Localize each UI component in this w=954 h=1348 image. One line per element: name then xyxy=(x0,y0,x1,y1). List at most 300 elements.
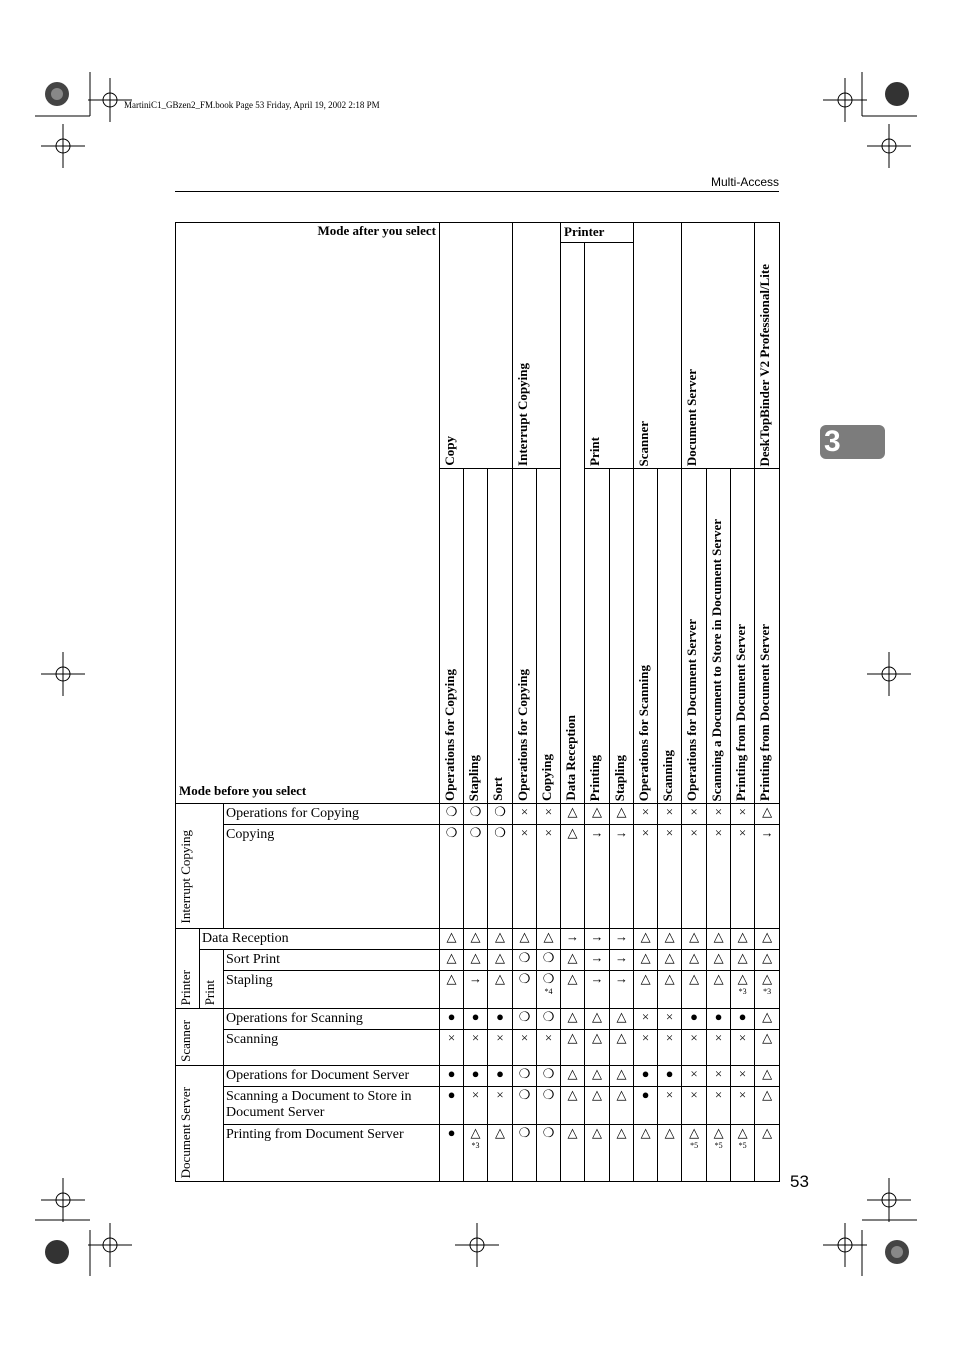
symbol-cell xyxy=(585,1009,610,1030)
footnote-ref: *3 xyxy=(471,1141,480,1150)
symbol-cell xyxy=(755,804,780,825)
symbol: ● xyxy=(714,1009,723,1024)
symbol: △ xyxy=(616,1087,627,1102)
symbol: → xyxy=(615,950,629,965)
symbol-cell xyxy=(513,1066,537,1087)
symbol-cell xyxy=(610,1125,634,1182)
symbol-cell xyxy=(755,1009,780,1030)
symbol-cell xyxy=(610,971,634,1009)
col-docserver-operations: Operations for Document Server xyxy=(682,469,707,804)
symbol-cell xyxy=(488,1087,513,1125)
symbol-cell xyxy=(682,804,707,825)
col-printing: Printing xyxy=(585,469,610,804)
symbol: × xyxy=(738,1030,747,1045)
footnote-ref: *5 xyxy=(690,1141,699,1150)
symbol-cell xyxy=(464,1087,488,1125)
symbol: △ xyxy=(616,1009,627,1024)
symbol-cell xyxy=(610,1087,634,1125)
symbol-cell xyxy=(513,950,537,971)
symbol-cell xyxy=(561,804,585,825)
header-rule xyxy=(175,191,779,192)
symbol: × xyxy=(641,804,650,819)
symbol-cell xyxy=(440,1030,464,1066)
symbol: × xyxy=(544,1030,553,1045)
symbol: × xyxy=(714,825,723,840)
symbol: △ xyxy=(689,950,700,965)
symbol: △ xyxy=(616,1030,627,1045)
symbol-cell xyxy=(513,929,537,950)
symbol-cell xyxy=(682,1030,707,1066)
symbol-cell xyxy=(610,950,634,971)
symbol-cell xyxy=(537,825,561,929)
symbol: × xyxy=(738,804,747,819)
table-row xyxy=(176,950,780,971)
symbol-cell xyxy=(488,929,513,950)
corner-top-label: Mode after you select xyxy=(317,223,437,238)
table-row xyxy=(176,804,780,825)
symbol-cell xyxy=(464,1125,488,1182)
symbol-cell xyxy=(658,1009,682,1030)
symbol: × xyxy=(520,1030,529,1045)
table-row xyxy=(176,1009,780,1030)
symbol-cell xyxy=(731,1009,755,1030)
symbol: △ xyxy=(762,929,773,944)
symbol: ● xyxy=(447,1009,456,1024)
symbol: ❍ xyxy=(518,971,531,986)
col-scanning: Scanning xyxy=(658,469,682,804)
symbol: △ xyxy=(592,1125,603,1140)
symbol-cell xyxy=(537,1087,561,1125)
symbol-cell xyxy=(755,825,780,929)
symbol: ● xyxy=(496,1009,504,1024)
symbol: → xyxy=(469,971,483,986)
symbol-cell xyxy=(731,1030,755,1066)
symbol-cell xyxy=(658,1030,682,1066)
symbol-cell xyxy=(610,825,634,929)
symbol-cell xyxy=(585,804,610,825)
symbol: ● xyxy=(447,1087,456,1102)
symbol: △ xyxy=(737,929,748,944)
symbol: △ xyxy=(495,950,506,965)
symbol: ❍ xyxy=(518,1066,531,1081)
symbol-cell xyxy=(610,1030,634,1066)
symbol-cell xyxy=(561,1125,585,1182)
symbol-cell xyxy=(682,971,707,1009)
symbol-cell xyxy=(731,825,755,929)
symbol-cell xyxy=(488,1066,513,1087)
symbol-cell xyxy=(440,929,464,950)
symbol-cell xyxy=(537,950,561,971)
symbol-cell xyxy=(682,950,707,971)
symbol: ❍ xyxy=(518,1087,531,1102)
row-label: Sort Print xyxy=(224,950,440,971)
symbol-cell xyxy=(464,929,488,950)
symbol-cell xyxy=(585,825,610,929)
symbol: △ xyxy=(762,804,773,819)
symbol-cell xyxy=(682,929,707,950)
row-label: Operations for Document Server xyxy=(224,1066,440,1087)
symbol: × xyxy=(665,1030,674,1045)
symbol: △ xyxy=(495,971,506,986)
symbol-cell xyxy=(658,929,682,950)
group-copy: Copy xyxy=(440,223,513,469)
page-number: 53 xyxy=(790,1172,809,1191)
row-label: Operations for Scanning xyxy=(224,1009,440,1030)
symbol: △ xyxy=(737,971,748,986)
row-label: Data Reception xyxy=(200,929,440,950)
symbol: △ xyxy=(567,1125,578,1140)
row-label: Printing from Document Server xyxy=(224,1125,440,1182)
symbol: ● xyxy=(496,1066,504,1081)
symbol-cell xyxy=(658,1125,682,1182)
symbol-cell xyxy=(561,971,585,1009)
table-row xyxy=(176,971,780,1009)
symbol: × xyxy=(471,1087,480,1102)
symbol-cell xyxy=(440,1125,464,1182)
symbol-cell xyxy=(537,804,561,825)
symbol: △ xyxy=(592,1087,603,1102)
symbol: △ xyxy=(689,929,700,944)
symbol-cell xyxy=(658,1066,682,1087)
symbol-cell xyxy=(634,971,658,1009)
symbol: ❍ xyxy=(542,1009,555,1024)
row-label: Copying xyxy=(224,825,440,929)
symbol-cell xyxy=(658,825,682,929)
col-print-stapling: Stapling xyxy=(610,469,634,804)
symbol: ❍ xyxy=(445,825,458,840)
symbol: × xyxy=(714,1030,723,1045)
symbol: ❍ xyxy=(469,825,482,840)
rowgroup-document-server: Document Server xyxy=(176,1066,224,1182)
symbol: △ xyxy=(762,1087,773,1102)
symbol: × xyxy=(690,825,698,840)
col-docserver-scan-store: Scanning a Document to Store in Document Server xyxy=(707,469,731,804)
symbol-cell xyxy=(707,1030,731,1066)
symbol: × xyxy=(520,804,529,819)
symbol: → xyxy=(615,825,629,840)
footnote-ref: *5 xyxy=(714,1141,723,1150)
symbol-cell xyxy=(731,1125,755,1182)
symbol-cell xyxy=(561,950,585,971)
symbol-cell xyxy=(658,950,682,971)
rowgroup-interrupt-copying: Interrupt Copying xyxy=(176,804,224,929)
symbol-cell xyxy=(488,950,513,971)
symbol-cell xyxy=(634,1066,658,1087)
symbol-cell xyxy=(755,1066,780,1087)
symbol: ❍ xyxy=(494,804,506,819)
symbol-cell xyxy=(755,929,780,950)
table-row xyxy=(176,1030,780,1066)
symbol-cell xyxy=(707,825,731,929)
symbol: ❍ xyxy=(445,804,458,819)
symbol: △ xyxy=(592,1009,603,1024)
symbol-cell xyxy=(488,804,513,825)
symbol-cell xyxy=(513,1030,537,1066)
symbol-cell xyxy=(561,1030,585,1066)
book-info: MartiniC1_GBzen2_FM.book Page 53 Friday, April 19, 2002 2:18 PM xyxy=(124,100,380,110)
symbol-cell xyxy=(634,1125,658,1182)
symbol: ❍ xyxy=(542,1125,555,1140)
symbol: ❍ xyxy=(542,1066,555,1081)
group-document-server: Document Server xyxy=(682,223,755,469)
symbol: ❍ xyxy=(518,1125,531,1140)
symbol-cell xyxy=(585,971,610,1009)
footnote-ref: *3 xyxy=(763,987,772,996)
symbol: △ xyxy=(762,1030,773,1045)
symbol-cell xyxy=(464,825,488,929)
symbol-cell xyxy=(440,804,464,825)
symbol: × xyxy=(738,1087,747,1102)
symbol-cell xyxy=(682,1009,707,1030)
symbol-cell xyxy=(440,971,464,1009)
symbol: × xyxy=(520,825,529,840)
symbol: → xyxy=(590,950,604,965)
group-interrupt-copying: Interrupt Copying xyxy=(513,223,561,469)
symbol-cell xyxy=(610,929,634,950)
corner-bottom-label: Mode before you select xyxy=(179,783,307,798)
symbol-cell xyxy=(731,929,755,950)
symbol: △ xyxy=(713,1125,724,1140)
rowgroup-scanner: Scanner xyxy=(176,1009,224,1066)
symbol: × xyxy=(690,804,698,819)
symbol: △ xyxy=(689,971,700,986)
symbol: △ xyxy=(567,1009,578,1024)
symbol-cell xyxy=(537,1009,561,1030)
table-corner xyxy=(176,223,440,804)
symbol: △ xyxy=(446,950,457,965)
symbol: × xyxy=(496,1030,504,1045)
symbol: × xyxy=(665,804,674,819)
symbol: ● xyxy=(447,1125,456,1140)
symbol-cell xyxy=(707,971,731,1009)
symbol-cell xyxy=(682,825,707,929)
symbol-cell xyxy=(634,804,658,825)
multi-access-table xyxy=(175,222,780,1182)
symbol-cell xyxy=(707,929,731,950)
symbol: △ xyxy=(762,950,773,965)
symbol: △ xyxy=(713,929,724,944)
rowgroup-print: Print xyxy=(200,950,224,1009)
chapter-tab: 3 xyxy=(820,425,885,459)
rowgroup-printer: Printer xyxy=(176,929,200,1009)
symbol: → xyxy=(615,971,629,986)
table-row xyxy=(176,825,780,929)
symbol-cell xyxy=(488,825,513,929)
symbol: → xyxy=(590,971,604,986)
symbol: → xyxy=(590,929,604,944)
symbol: △ xyxy=(640,1125,651,1140)
symbol-cell xyxy=(488,1009,513,1030)
symbol-cell xyxy=(682,1066,707,1087)
symbol-cell xyxy=(440,825,464,929)
symbol-cell xyxy=(658,971,682,1009)
symbol: △ xyxy=(762,1009,773,1024)
symbol: △ xyxy=(567,971,578,986)
symbol-cell xyxy=(682,1087,707,1125)
symbol: × xyxy=(690,1066,698,1081)
symbol: △ xyxy=(664,971,675,986)
running-head: Multi-Access xyxy=(710,175,779,189)
symbol-cell xyxy=(513,1009,537,1030)
symbol-cell xyxy=(731,971,755,1009)
symbol-cell xyxy=(755,971,780,1009)
symbol: △ xyxy=(737,950,748,965)
symbol-cell xyxy=(585,1030,610,1066)
symbol-cell xyxy=(537,971,561,1009)
symbol: → xyxy=(590,825,604,840)
symbol: ● xyxy=(665,1066,674,1081)
col-docserver-printing: Printing from Document Server xyxy=(731,469,755,804)
symbol: △ xyxy=(640,950,651,965)
symbol: △ xyxy=(762,1125,773,1140)
symbol: ● xyxy=(690,1009,698,1024)
symbol: × xyxy=(471,1030,480,1045)
table-row xyxy=(176,929,780,950)
symbol: △ xyxy=(446,971,457,986)
symbol: △ xyxy=(495,1125,506,1140)
symbol: × xyxy=(641,1030,650,1045)
symbol-cell xyxy=(537,1125,561,1182)
symbol-cell xyxy=(610,1066,634,1087)
symbol-cell xyxy=(658,1087,682,1125)
symbol: → xyxy=(760,825,774,840)
symbol-cell xyxy=(561,1009,585,1030)
row-label: Operations for Copying xyxy=(224,804,440,825)
symbol-cell xyxy=(731,1066,755,1087)
symbol-cell xyxy=(488,971,513,1009)
symbol-cell xyxy=(464,1009,488,1030)
symbol: △ xyxy=(470,950,481,965)
symbol-cell xyxy=(537,929,561,950)
symbol-cell xyxy=(464,1030,488,1066)
symbol-cell xyxy=(440,1087,464,1125)
symbol-cell xyxy=(755,1030,780,1066)
symbol-cell xyxy=(561,1087,585,1125)
symbol-cell xyxy=(634,825,658,929)
symbol: △ xyxy=(495,929,506,944)
symbol: △ xyxy=(640,929,651,944)
symbol-cell xyxy=(440,950,464,971)
symbol: △ xyxy=(762,1066,773,1081)
col-copy-stapling: Stapling xyxy=(464,469,488,804)
symbol: △ xyxy=(713,971,724,986)
symbol-cell xyxy=(707,1087,731,1125)
symbol: × xyxy=(447,1030,456,1045)
col-data-reception: Data Reception xyxy=(561,243,585,804)
symbol: △ xyxy=(470,929,481,944)
symbol: △ xyxy=(446,929,457,944)
symbol: △ xyxy=(713,950,724,965)
symbol-cell xyxy=(731,950,755,971)
symbol: △ xyxy=(664,1125,675,1140)
symbol-cell xyxy=(537,1066,561,1087)
symbol-cell xyxy=(634,1087,658,1125)
symbol: △ xyxy=(689,1125,700,1140)
symbol-cell xyxy=(707,804,731,825)
symbol-cell xyxy=(731,1087,755,1125)
symbol-cell xyxy=(634,950,658,971)
symbol: △ xyxy=(664,950,675,965)
col-interrupt-operations: Operations for Copying xyxy=(513,469,537,804)
symbol-cell xyxy=(634,929,658,950)
symbol: △ xyxy=(616,804,627,819)
symbol: × xyxy=(641,1009,650,1024)
symbol: × xyxy=(714,1087,723,1102)
symbol: × xyxy=(714,1066,723,1081)
group-print: Print xyxy=(585,243,634,469)
symbol: → xyxy=(566,929,580,944)
symbol-cell xyxy=(464,971,488,1009)
col-interrupt-copying: Copying xyxy=(537,469,561,804)
symbol: △ xyxy=(567,825,578,840)
symbol: × xyxy=(738,825,747,840)
symbol-cell xyxy=(513,1087,537,1125)
symbol-cell xyxy=(755,950,780,971)
symbol: ❍ xyxy=(494,825,506,840)
symbol-cell xyxy=(634,1030,658,1066)
symbol-cell xyxy=(731,804,755,825)
col-desktopbinder-printing: Printing from Document Server xyxy=(755,469,780,804)
symbol-cell xyxy=(707,1009,731,1030)
symbol: △ xyxy=(567,1030,578,1045)
symbol: △ xyxy=(592,804,603,819)
symbol: △ xyxy=(567,1087,578,1102)
symbol: △ xyxy=(762,971,773,986)
symbol-cell xyxy=(658,804,682,825)
symbol-cell xyxy=(537,1030,561,1066)
symbol: ❍ xyxy=(469,804,482,819)
symbol: ❍ xyxy=(542,1087,555,1102)
symbol-cell xyxy=(561,1066,585,1087)
symbol: △ xyxy=(567,950,578,965)
symbol: △ xyxy=(737,1125,748,1140)
row-label: Scanning a Document to Store in Document Server xyxy=(224,1087,440,1125)
symbol-cell xyxy=(634,1009,658,1030)
symbol: ❍ xyxy=(518,950,531,965)
footnote-ref: *4 xyxy=(544,987,553,996)
symbol: ● xyxy=(641,1087,650,1102)
symbol: △ xyxy=(664,929,675,944)
symbol-cell xyxy=(585,1066,610,1087)
symbol: ● xyxy=(471,1066,480,1081)
symbol-cell xyxy=(610,804,634,825)
symbol: ● xyxy=(738,1009,747,1024)
symbol: △ xyxy=(592,1066,603,1081)
symbol: × xyxy=(690,1087,698,1102)
symbol: × xyxy=(665,1009,674,1024)
footnote-ref: *3 xyxy=(738,987,747,996)
symbol-cell xyxy=(440,1066,464,1087)
col-copy-operations: Operations for Copying xyxy=(440,469,464,804)
table-row xyxy=(176,1066,780,1087)
col-scanner-operations: Operations for Scanning xyxy=(634,469,658,804)
symbol-cell xyxy=(755,1125,780,1182)
symbol: △ xyxy=(640,971,651,986)
symbol-cell xyxy=(585,1125,610,1182)
symbol-cell xyxy=(513,825,537,929)
symbol: × xyxy=(665,825,674,840)
symbol: × xyxy=(544,804,553,819)
symbol-cell xyxy=(488,1125,513,1182)
symbol-cell xyxy=(682,1125,707,1182)
group-desktopbinder: DeskTopBinder V2 Professional/Lite xyxy=(755,223,780,469)
symbol: △ xyxy=(543,929,554,944)
symbol-cell xyxy=(464,950,488,971)
symbol: △ xyxy=(616,1125,627,1140)
symbol-cell xyxy=(561,825,585,929)
symbol: × xyxy=(714,804,723,819)
symbol-cell xyxy=(585,1087,610,1125)
